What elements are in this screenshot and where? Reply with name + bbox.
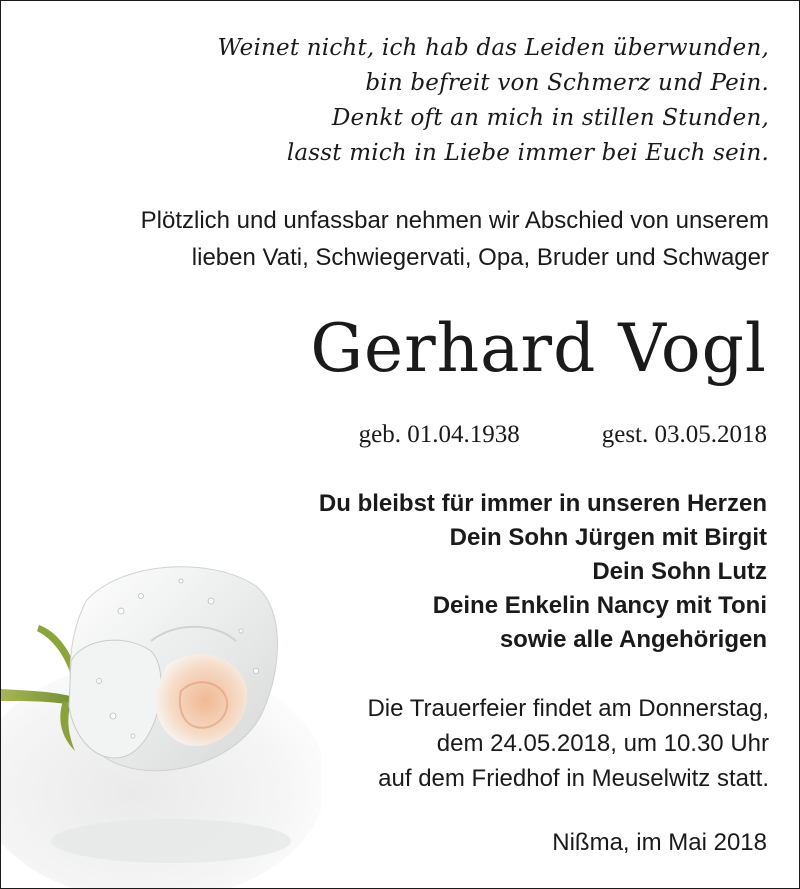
poem-line: lasst mich in Liebe immer bei Euch sein.	[286, 140, 769, 166]
funeral-line: auf dem Friedhof in Meuselwitz statt.	[378, 765, 769, 792]
funeral-line: dem 24.05.2018, um 10.30 Uhr	[436, 730, 769, 757]
funeral-info	[209, 691, 769, 796]
intro-line: Plötzlich und unfassbar nehmen wir Abschied von unserem	[140, 207, 769, 234]
death-date: gest. 03.05.2018	[601, 421, 767, 448]
place-date: Nißma, im Mai 2018	[552, 829, 767, 856]
poem-line: Denkt oft an mich in stillen Stunden,	[331, 105, 769, 131]
birth-date: geb. 01.04.1938	[358, 421, 520, 448]
poem-line: Weinet nicht, ich hab das Leiden überwunden,	[217, 35, 769, 61]
family-line: Dein Sohn Jürgen mit Birgit	[449, 524, 767, 551]
life-dates	[359, 419, 767, 451]
reflection-shape	[51, 819, 291, 863]
funeral-line: Die Trauerfeier findet am Donnerstag,	[367, 695, 769, 722]
deceased-name: Gerhard Vogl	[310, 310, 767, 387]
family-line: Dein Sohn Lutz	[592, 558, 767, 585]
family-line: Deine Enkelin Nancy mit Toni	[432, 592, 767, 619]
poem-line: bin befreit von Schmerz und Pein.	[365, 70, 769, 96]
intro-line: lieben Vati, Schwiegervati, Opa, Bruder und Schwager	[191, 244, 769, 271]
intro-text	[29, 202, 769, 276]
family-line: sowie alle Angehörigen	[499, 626, 767, 653]
poem	[49, 31, 769, 171]
family-line: Du bleibst für immer in unseren Herzen	[318, 490, 767, 517]
